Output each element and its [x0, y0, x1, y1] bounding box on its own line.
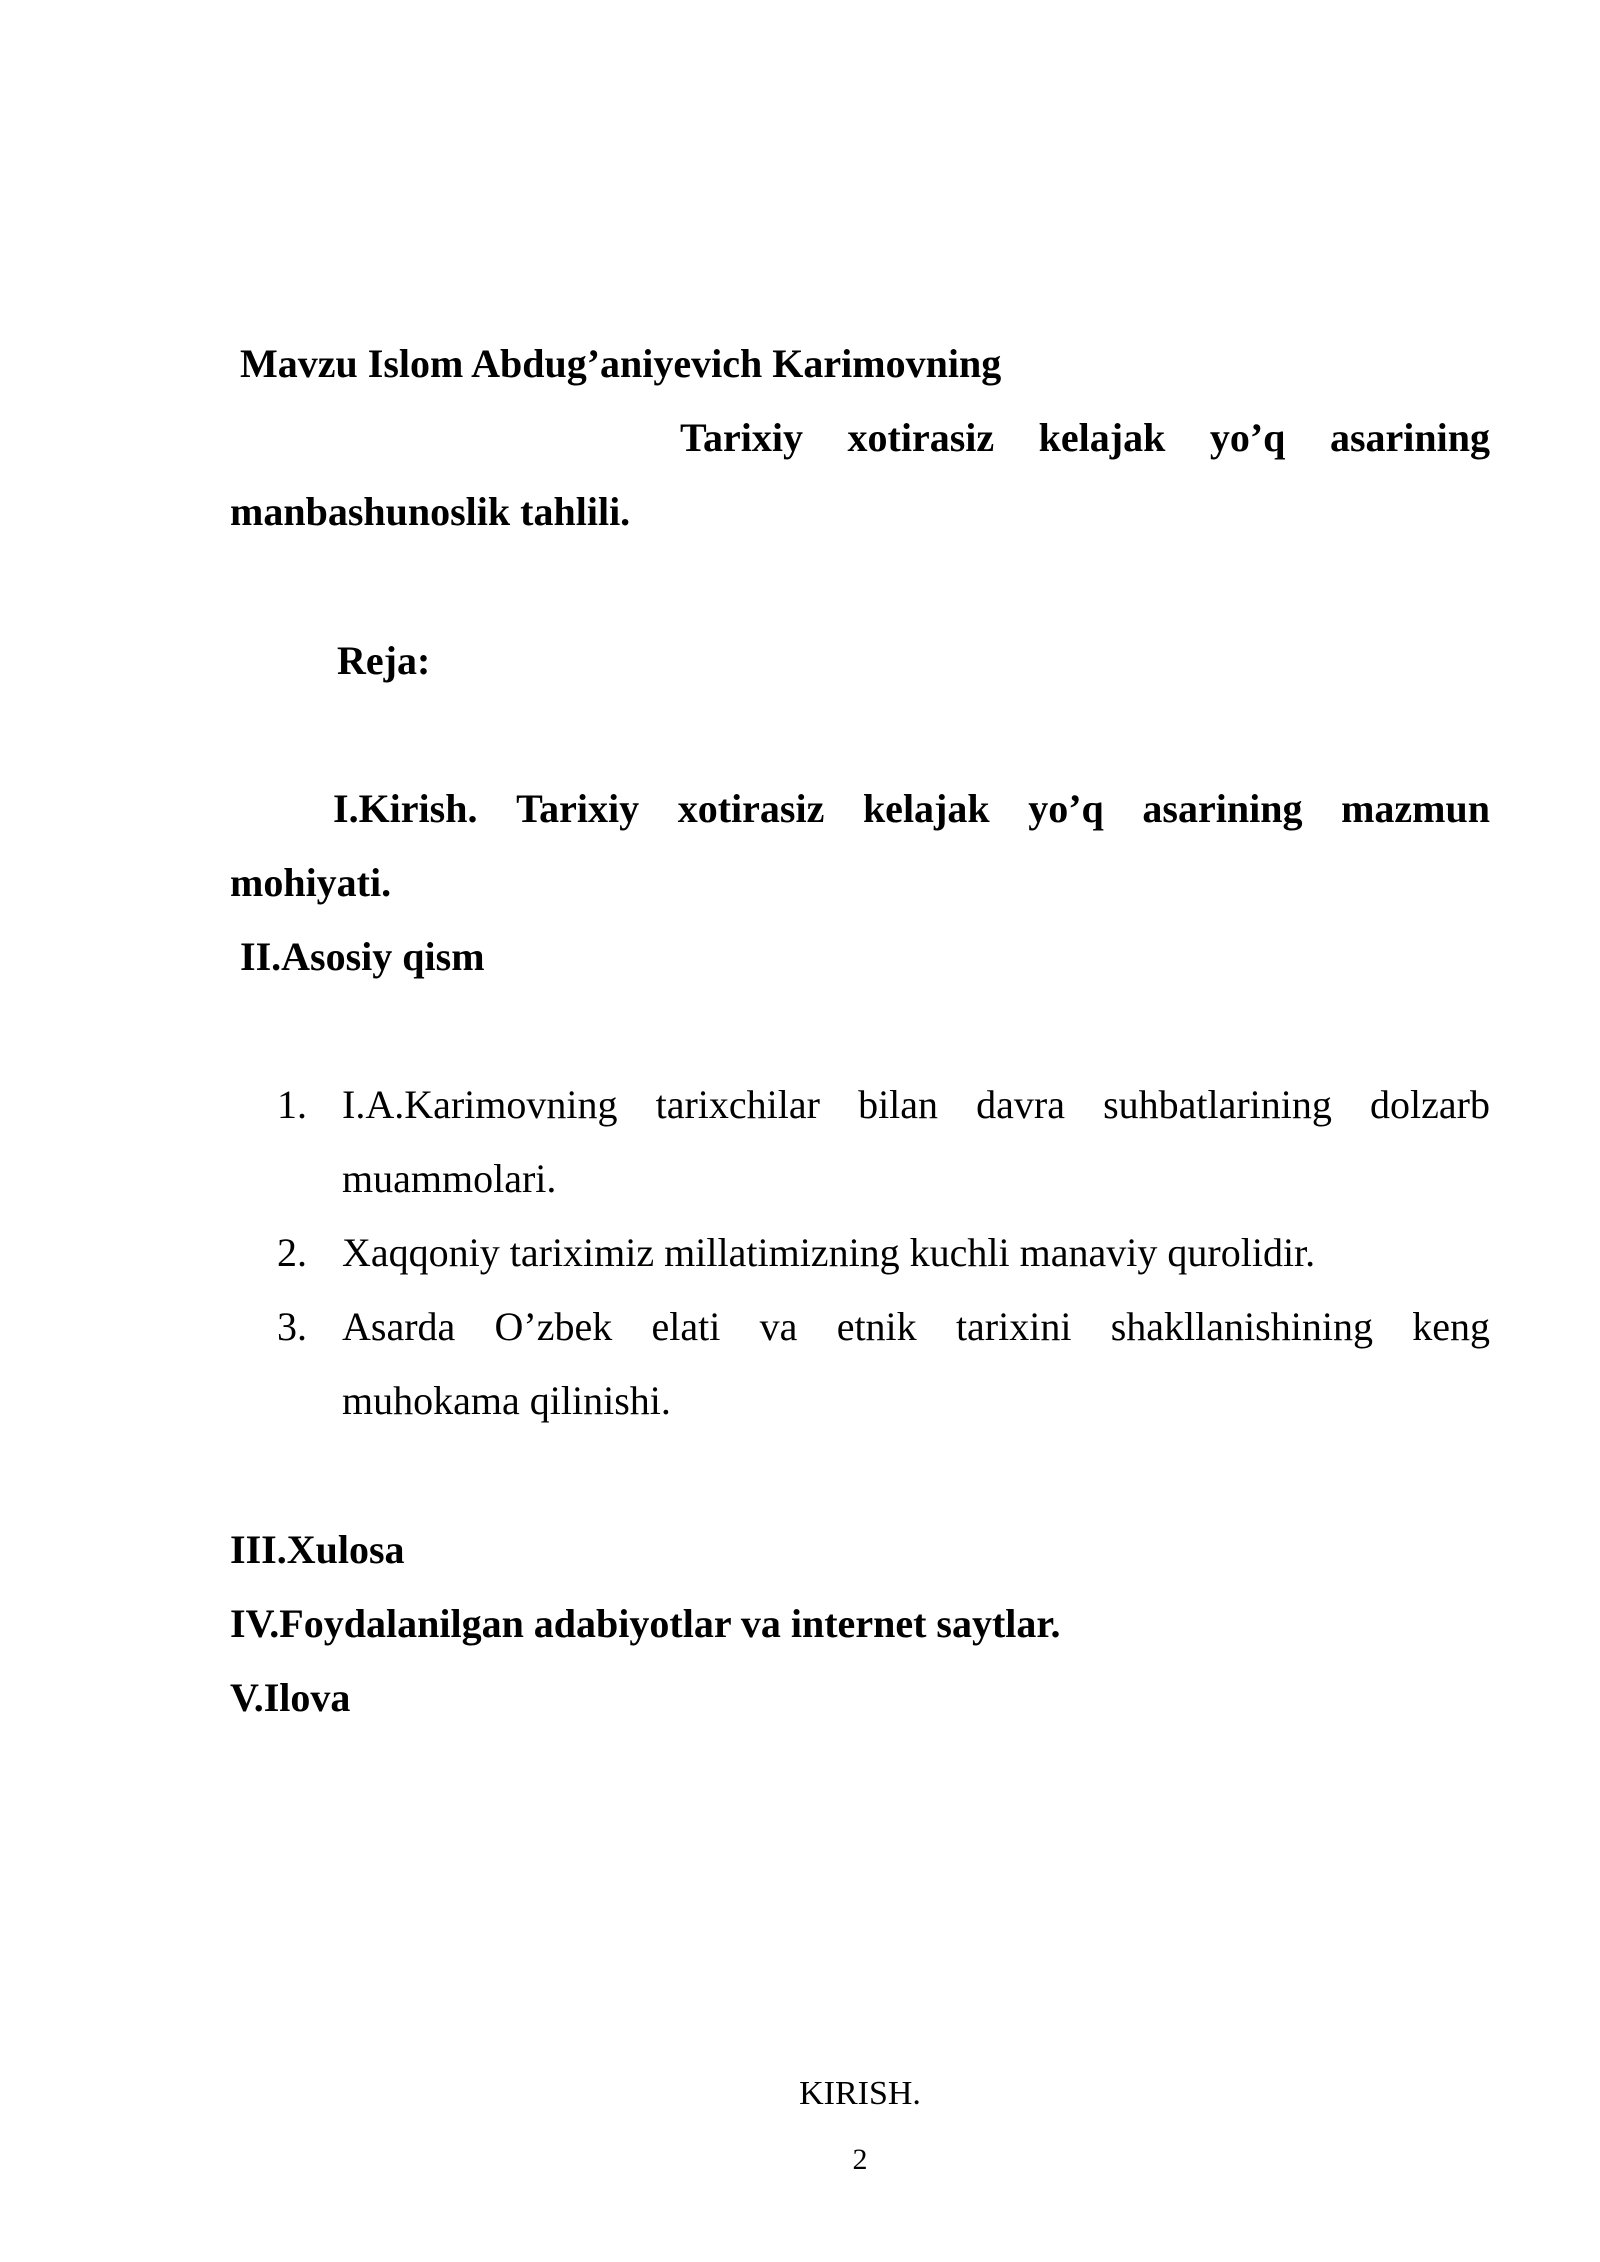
- title-line-1: Mavzu Islom Abdug’aniyevich Karimovning: [240, 341, 1002, 386]
- list-word: shakllanishining: [1110, 1304, 1373, 1349]
- intro-word: I.Kirish.: [333, 786, 478, 831]
- list-item-3-line-1: [342, 1303, 1490, 1351]
- list-word: keng: [1412, 1304, 1490, 1349]
- next-section-heading: KIRISH.: [799, 2075, 921, 2112]
- title-word: yo’q: [1209, 415, 1286, 460]
- list-word: dolzarb: [1370, 1082, 1490, 1127]
- plan-heading: Reja:: [337, 638, 431, 683]
- intro-word: yo’q: [1028, 786, 1104, 831]
- list-number: 1.: [277, 1082, 307, 1127]
- list-item-1-line-1: [342, 1081, 1490, 1129]
- intro-word: mazmun: [1341, 786, 1490, 831]
- appendix-heading: V.Ilova: [230, 1675, 351, 1720]
- list-word: I.A.Karimovning: [342, 1082, 618, 1127]
- title-word: kelajak: [1038, 415, 1166, 460]
- intro-line-1: [333, 785, 1490, 833]
- title-line-3: manbashunoslik tahlili.: [230, 489, 631, 534]
- list-word: O’zbek: [494, 1304, 613, 1349]
- list-word: va: [759, 1304, 798, 1349]
- literature-heading: IV.Foydalanilgan adabiyotlar va internet saytlar.: [230, 1601, 1061, 1646]
- list-item-2-line-1: Xaqqoniy tariximiz millatimizning kuchli manaviy qurolidir.: [342, 1230, 1316, 1275]
- title-word: asarining: [1329, 415, 1490, 460]
- main-part-heading: II.Asosiy qism: [240, 934, 485, 979]
- list-number: 2.: [277, 1230, 307, 1275]
- title-word: Tarixiy: [680, 415, 803, 460]
- title-line-2: [680, 414, 1490, 462]
- list-item-3-line-2: muhokama qilinishi.: [342, 1378, 671, 1423]
- list-word: tarixini: [955, 1304, 1072, 1349]
- title-word: xotirasiz: [847, 415, 995, 460]
- list-word: etnik: [836, 1304, 917, 1349]
- list-number: 3.: [277, 1304, 307, 1349]
- intro-word: asarining: [1142, 786, 1303, 831]
- intro-word: Tarixiy: [516, 786, 640, 831]
- list-word: elati: [651, 1304, 721, 1349]
- conclusion-heading: III.Xulosa: [230, 1527, 405, 1572]
- intro-line-2: mohiyati.: [230, 860, 392, 905]
- list-word: davra: [976, 1082, 1065, 1127]
- list-word: bilan: [858, 1082, 939, 1127]
- list-item-1-line-2: muammolari.: [342, 1156, 557, 1201]
- list-word: suhbatlarining: [1103, 1082, 1332, 1127]
- page-number: 2: [852, 2143, 868, 2176]
- intro-word: xotirasiz: [677, 786, 825, 831]
- intro-word: kelajak: [862, 786, 990, 831]
- list-word: tarixchilar: [655, 1082, 820, 1127]
- list-word: Asarda: [342, 1304, 456, 1349]
